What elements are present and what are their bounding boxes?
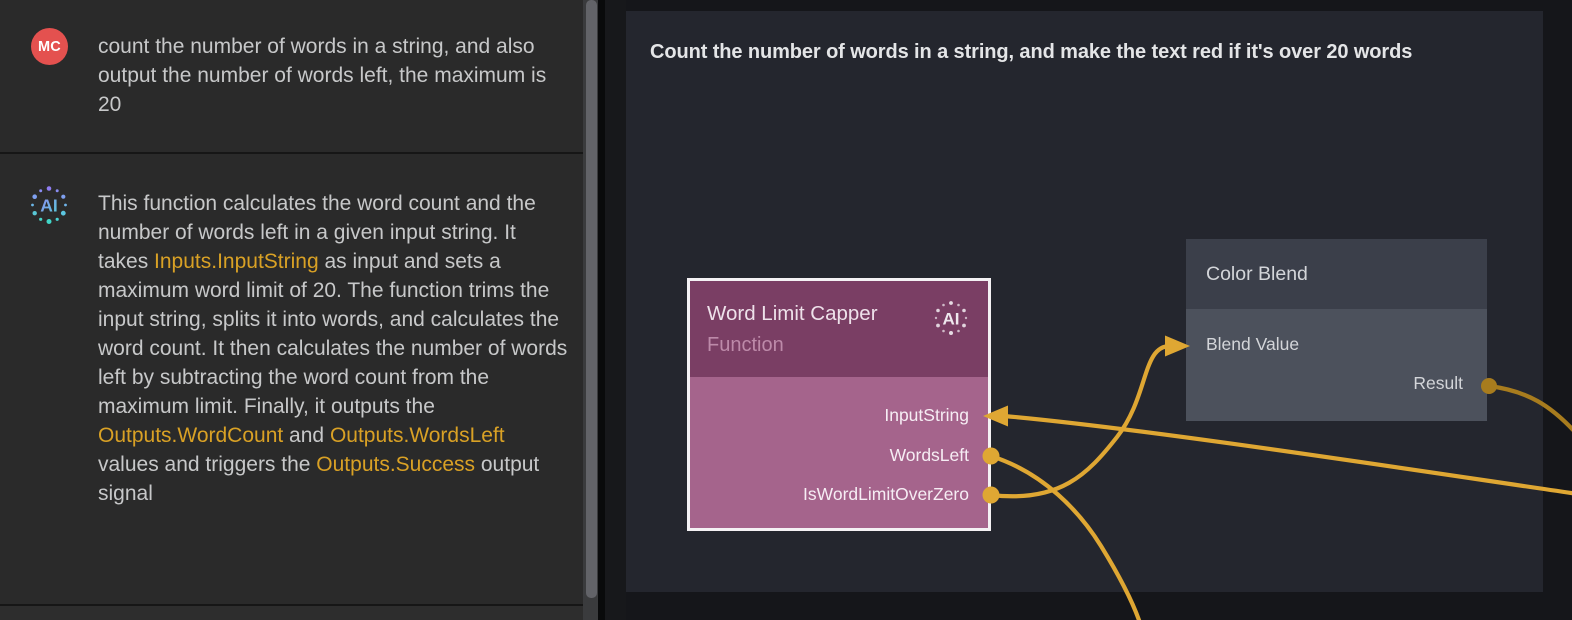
port-label-blend-value: Blend Value: [1206, 334, 1300, 354]
message-text-run: This function calculates the word count and the number of words left in a given input string. It takes: [98, 192, 536, 273]
ai-badge-label: AI: [942, 309, 960, 329]
next-message-peek: [0, 606, 584, 620]
panel-divider: [598, 0, 605, 620]
chat-scrollbar[interactable]: [583, 0, 599, 620]
ai-avatar-label: AI: [40, 195, 58, 216]
message-divider: [0, 152, 584, 154]
node-word-limit-capper[interactable]: [687, 278, 991, 531]
message-text-run: values and triggers the: [98, 453, 317, 476]
code-token: Inputs.InputString: [154, 250, 319, 273]
assistant-message-text: [98, 189, 570, 508]
user-avatar[interactable]: MC: [31, 28, 68, 65]
node-header[interactable]: [690, 281, 988, 377]
ai-badge-icon: [930, 297, 972, 339]
port-label-result: Result: [1413, 373, 1463, 393]
canvas-title: Count the number of words in a string, and make the text red if it's over 20 words: [650, 41, 1413, 63]
message-text-run: as input and sets a maximum word limit of 20. The function trims the input string, splits it into words, and calculates the word count. It then calculates the number of words left by subtracting the word count from the maximum limit. Finally, it outputs the: [98, 250, 568, 418]
port-label-inputstring: InputString: [884, 405, 969, 425]
message-text-run: output signal: [98, 453, 540, 505]
port-label-iswordlimitoverzero: IsWordLimitOverZero: [803, 484, 969, 504]
port-label-wordsleft: WordsLeft: [889, 445, 969, 465]
chat-scrollbar-thumb[interactable]: [586, 0, 597, 598]
ai-sparkle-icon: [26, 182, 72, 228]
code-token: Outputs.WordCount: [98, 424, 284, 447]
chat-panel: [0, 0, 598, 620]
code-token: Outputs.Success: [316, 453, 476, 476]
node-header[interactable]: [1186, 239, 1487, 309]
node-title: Color Blend: [1206, 263, 1308, 285]
node-title: Word Limit Capper: [707, 302, 878, 325]
code-token: Outputs.WordsLeft: [329, 424, 505, 447]
user-message-text: count the number of words in a string, and also output the number of words left, the maximum is 20: [98, 35, 547, 116]
message-text-run: and: [283, 424, 330, 447]
node-color-blend[interactable]: [1186, 239, 1487, 421]
node-subtitle: Function: [707, 334, 784, 356]
panel-divider-shadow: [605, 0, 626, 620]
